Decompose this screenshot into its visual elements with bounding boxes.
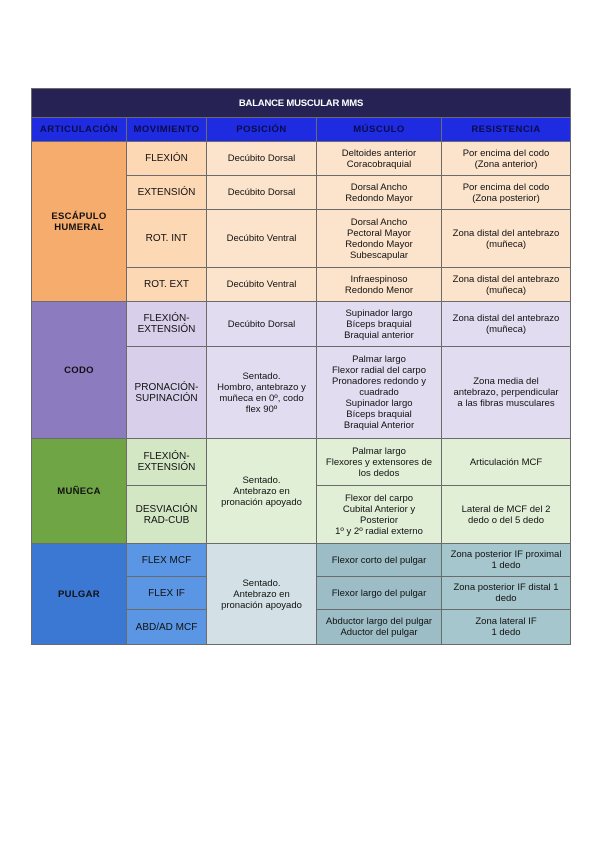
muscle-cell: Infraespinoso Redondo Menor: [317, 268, 442, 302]
table-row: [32, 302, 571, 347]
movement-cell: FLEX IF: [127, 577, 207, 610]
muscle-cell: Abductor largo del pulgar Aductor del pulgar: [317, 610, 442, 645]
muscle-cell: Palmar largo Flexores y extensores de los dedos: [317, 439, 442, 486]
header-position: POSICIÓN: [207, 118, 317, 142]
muscle-cell: Flexor del carpo Cubital Anterior y Posterior 1º y 2º radial externo: [317, 486, 442, 544]
resistance-cell: Zona lateral IF 1 dedo: [442, 610, 571, 645]
muscle-cell: Palmar largo Flexor radial del carpo Pronadores redondo y cuadrado Supinador largo Bíceps braquial Braquial Anterior: [317, 347, 442, 439]
position-cell: Decúbito Dorsal: [207, 142, 317, 176]
movement-cell: FLEXIÓN: [127, 142, 207, 176]
muscle-balance-table: [31, 88, 571, 645]
movement-cell: PRONACIÓN- SUPINACIÓN: [127, 347, 207, 439]
movement-cell: FLEXIÓN- EXTENSIÓN: [127, 439, 207, 486]
position-cell: Sentado. Antebrazo en pronación apoyado: [207, 439, 317, 544]
table-row: [32, 439, 571, 486]
muscle-cell: Supinador largo Bíceps braquial Braquial anterior: [317, 302, 442, 347]
movement-cell: ROT. INT: [127, 210, 207, 268]
header-muscle: MÚSCULO: [317, 118, 442, 142]
header-resistance: RESISTENCIA: [442, 118, 571, 142]
resistance-cell: Zona posterior IF proximal 1 dedo: [442, 544, 571, 577]
movement-cell: EXTENSIÓN: [127, 176, 207, 210]
muscle-cell: Dorsal Ancho Pectoral Mayor Redondo Mayor Subescapular: [317, 210, 442, 268]
resistance-cell: Zona distal del antebrazo (muñeca): [442, 268, 571, 302]
muscle-cell: Deltoides anterior Coracobraquial: [317, 142, 442, 176]
resistance-cell: Zona posterior IF distal 1 dedo: [442, 577, 571, 610]
muscle-cell: Dorsal Ancho Redondo Mayor: [317, 176, 442, 210]
table-title: BALANCE MUSCULAR MMS: [32, 89, 571, 118]
joint-scapulohumeral: ESCÁPULO HUMERAL: [32, 142, 127, 302]
resistance-cell: Zona distal del antebrazo (muñeca): [442, 302, 571, 347]
movement-cell: DESVIACIÓN RAD-CUB: [127, 486, 207, 544]
resistance-cell: Articulación MCF: [442, 439, 571, 486]
movement-cell: FLEXIÓN- EXTENSIÓN: [127, 302, 207, 347]
position-cell: Decúbito Dorsal: [207, 302, 317, 347]
movement-cell: ROT. EXT: [127, 268, 207, 302]
resistance-cell: Zona media del antebrazo, perpendicular a las fibras musculares: [442, 347, 571, 439]
position-cell: Sentado. Antebrazo en pronación apoyado: [207, 544, 317, 645]
joint-wrist: MUÑECA: [32, 439, 127, 544]
table-row: [32, 142, 571, 176]
position-cell: Decúbito Ventral: [207, 268, 317, 302]
joint-thumb: PULGAR: [32, 544, 127, 645]
position-cell: Decúbito Ventral: [207, 210, 317, 268]
table-row: [32, 544, 571, 577]
movement-cell: ABD/AD MCF: [127, 610, 207, 645]
movement-cell: FLEX MCF: [127, 544, 207, 577]
muscle-cell: Flexor largo del pulgar: [317, 577, 442, 610]
joint-elbow: CODO: [32, 302, 127, 439]
muscle-cell: Flexor corto del pulgar: [317, 544, 442, 577]
resistance-cell: Zona distal del antebrazo (muñeca): [442, 210, 571, 268]
position-cell: Sentado. Hombro, antebrazo y muñeca en 0º, codo flex 90º: [207, 347, 317, 439]
position-cell: Decúbito Dorsal: [207, 176, 317, 210]
resistance-cell: Por encima del codo (Zona posterior): [442, 176, 571, 210]
header-joint: ARTICULACIÓN: [32, 118, 127, 142]
header-movement: MOVIMIENTO: [127, 118, 207, 142]
resistance-cell: Lateral de MCF del 2 dedo o del 5 dedo: [442, 486, 571, 544]
resistance-cell: Por encima del codo (Zona anterior): [442, 142, 571, 176]
